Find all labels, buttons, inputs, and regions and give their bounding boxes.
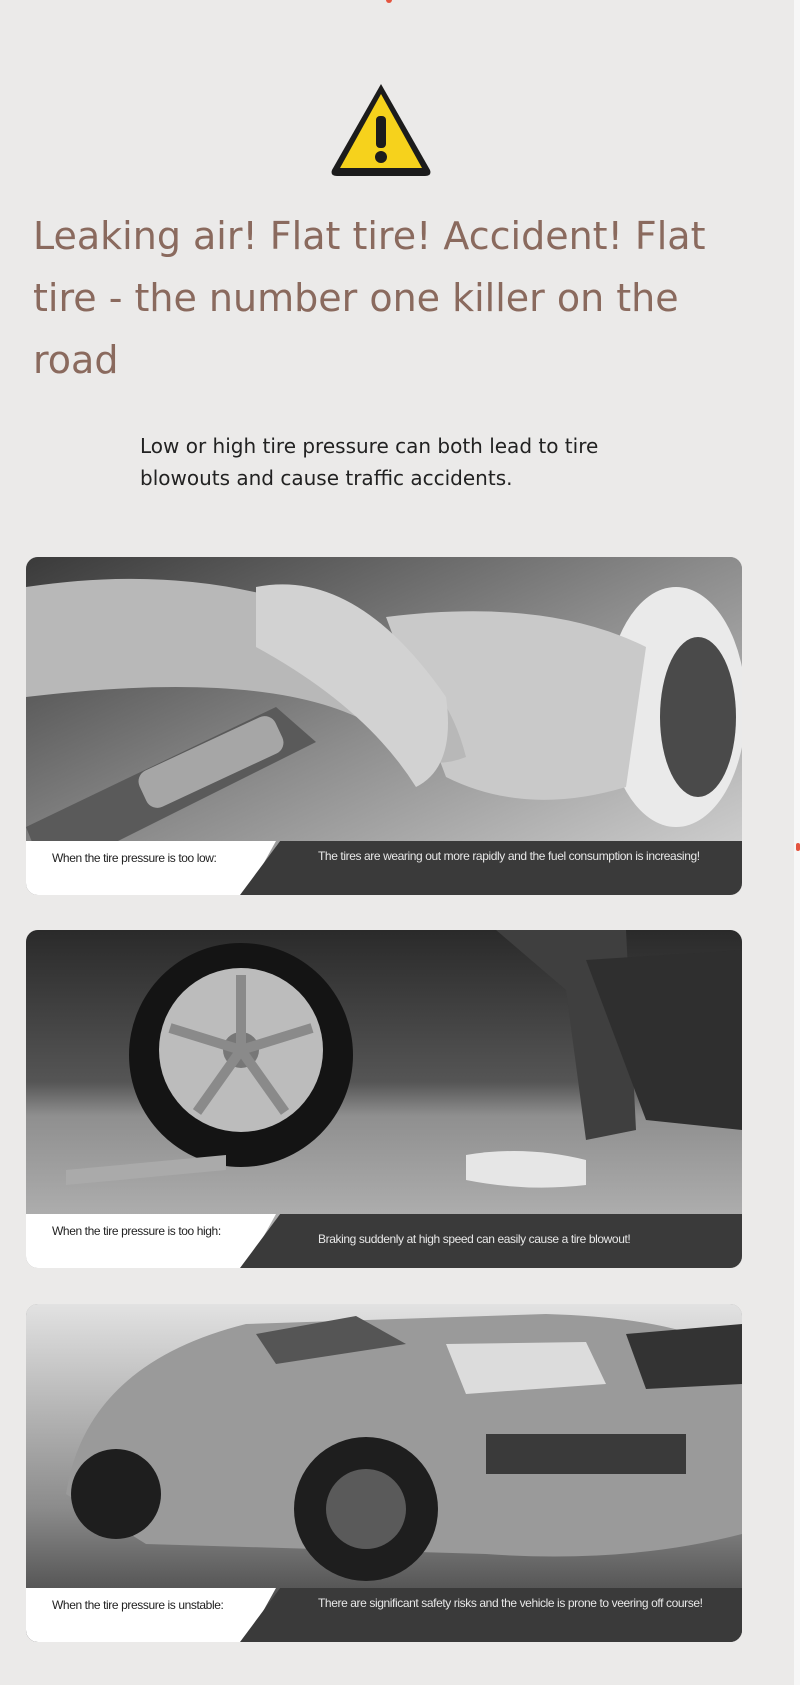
effect-label: The tires are wearing out more rapidly and the fuel consumption is increasing! xyxy=(318,849,700,863)
condition-label: When the tire pressure is too low: xyxy=(52,851,217,865)
caption-condition-panel xyxy=(26,1214,276,1268)
effect-label: Braking suddenly at high speed can easily cause a tire blowout! xyxy=(318,1232,631,1246)
caption-condition-panel xyxy=(26,841,276,895)
effect-label: There are significant safety risks and the vehicle is prone to veering off course! xyxy=(318,1596,703,1610)
side-accent-dot xyxy=(796,843,800,851)
warning-triangle-icon xyxy=(326,78,436,182)
intro-text: Low or high tire pressure can both lead to tire blowouts and cause traffic accidents. xyxy=(140,434,599,490)
condition-label: When the tire pressure is unstable: xyxy=(52,1598,224,1612)
tire-pressure-unstable-card xyxy=(26,1304,742,1642)
condition-label: When the tire pressure is too high: xyxy=(52,1224,221,1238)
tire-pressure-low-card xyxy=(26,557,742,895)
page-headline: Leaking air! Flat tire! Accident! Flat tire - the number one killer on the road xyxy=(33,214,706,382)
top-accent-mark xyxy=(386,0,392,3)
tire-pressure-high-card xyxy=(26,930,742,1268)
caption-condition-panel xyxy=(26,1588,276,1642)
